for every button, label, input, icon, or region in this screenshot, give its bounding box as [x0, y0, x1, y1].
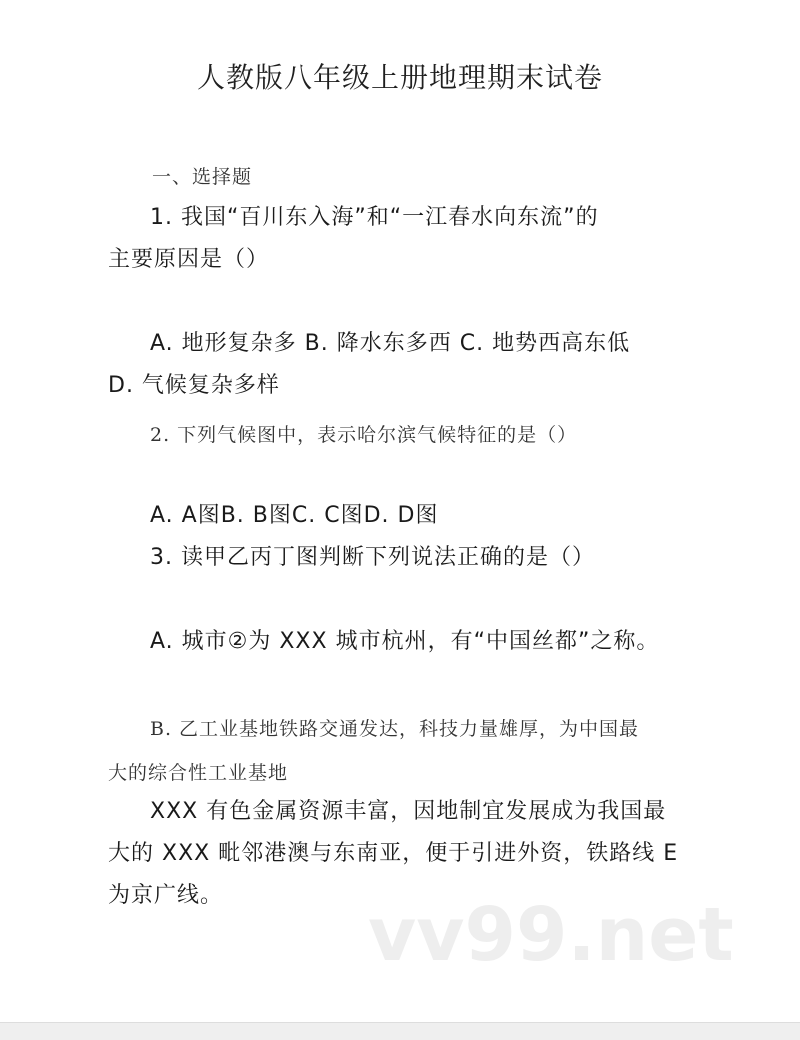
question-1-options-line-2: D. 气候复杂多样: [108, 373, 280, 398]
page-title: 人教版八年级上册地理期末试卷: [196, 61, 603, 94]
question-3-extra-line-3: 为京广线。: [108, 883, 224, 908]
question-3-option-a: A. 城市②为 XXX 城市杭州，有“中国丝都”之称。: [150, 629, 660, 654]
question-3-extra-line-1: XXX 有色金属资源丰富，因地制宜发展成为我国最: [150, 799, 667, 824]
question-1-line-2: 主要原因是（）: [108, 247, 270, 272]
section-heading: 一、选择题: [152, 166, 253, 188]
question-2-line-1: 2. 下列气候图中，表示哈尔滨气候特征的是（）: [150, 424, 578, 446]
question-2-options: A. A图B. B图C. C图D. D图: [150, 503, 439, 528]
question-1-line-1: 1. 我国“百川东入海”和“一江春水向东流”的: [150, 205, 599, 230]
question-1-options-line-1: A. 地形复杂多 B. 降水东多西 C. 地势西高东低: [150, 331, 631, 356]
question-3-line-1: 3. 读甲乙丙丁图判断下列说法正确的是（）: [150, 545, 595, 570]
watermark: vv99.net: [368, 892, 734, 978]
question-3-extra-line-2: 大的 XXX 毗邻港澳与东南亚，便于引进外资，铁路线 E: [108, 841, 679, 866]
question-3-option-b-line-1: B. 乙工业基地铁路交通发达，科技力量雄厚，为中国最: [150, 718, 640, 740]
bottom-edge: [0, 1022, 800, 1040]
question-3-option-b-line-2: 大的综合性工业基地: [108, 762, 289, 784]
